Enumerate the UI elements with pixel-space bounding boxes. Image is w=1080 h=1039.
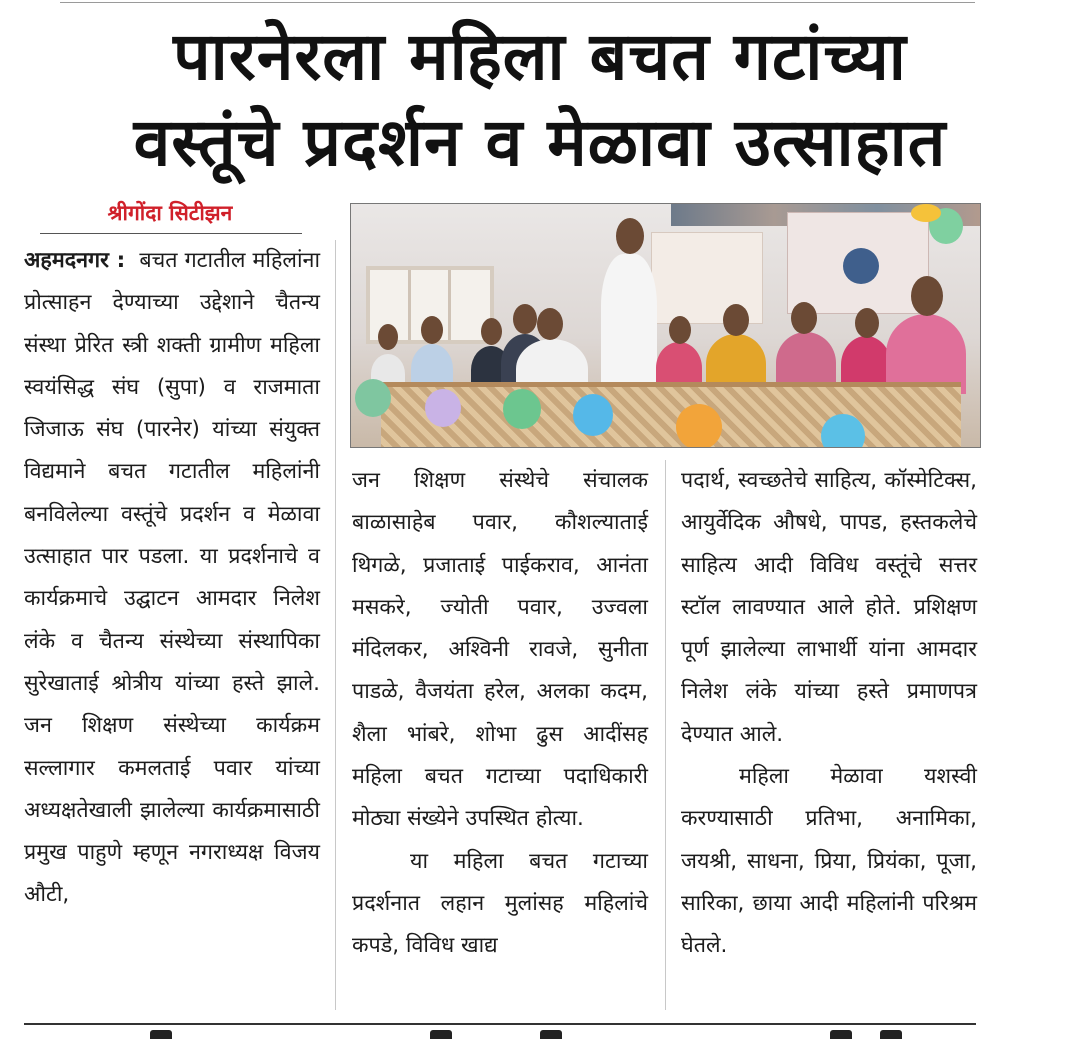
photo-speaker — [601, 254, 657, 384]
photo-balloon — [355, 379, 391, 417]
photo-balloon — [911, 204, 941, 222]
column-3-paragraph-1: पदार्थ, स्वच्छतेचे साहित्य, कॉस्मेटिक्स, आयुर्वेदिक औषधे, पापड, हस्तकलेचे साहित्य आदी विविध वस्तूंचे सत्तर स्टॉल लावण्यात आले होते. प्रशिक्षण पूर्ण झालेल्या लाभार्थी यांना आमदार निलेश लंके यांच्या हस्ते प्रमाणपत्र देण्यात आले. — [681, 468, 977, 747]
column-2-paragraph-1: जन शिक्षण संस्थेचे संचालक बाळासाहेब पवार, कौशल्याताई थिगळे, प्रजाताई पाईकराव, आनंता मसकरे, ज्योती पवार, उज्वला मंदिलकर, अश्विनी रावजे, सुनीता पाडळे, वैजयंता हरेल, अलका कदम, शैला भांबरे, शोभा ढुस आदींसह महिला बचत गटाच्या पदाधिकारी मोठ्या संख्येने उपस्थित होत्या. — [352, 468, 648, 832]
top-rule — [60, 2, 975, 3]
photo-head — [669, 316, 691, 344]
photo-banner-right — [787, 212, 929, 314]
byline-rule — [40, 233, 302, 234]
photo-balloon — [573, 394, 613, 436]
column-2-paragraph-2: या महिला बचत गटाच्या प्रदर्शनात लहान मुलांसह महिलांचे कपडे, विविध खाद्य — [352, 848, 648, 959]
photo-head — [513, 304, 537, 334]
photo-head — [481, 318, 502, 345]
dateline: अहमदनगर : — [24, 248, 126, 273]
photo-head — [421, 316, 443, 344]
photo-speaker-head — [616, 218, 644, 254]
photo-table — [381, 382, 961, 448]
photo-balloon — [503, 389, 541, 429]
column-1-text: बचत गटातील महिलांना प्रोत्साहन देण्याच्या उद्देशाने चैतन्य संस्था प्रेरित स्त्री शक्ती ग्रामीण महिला स्वयंसिद्ध संघ (सुपा) व राजमाता जिजाऊ संघ (पारनेर) यांच्या संयुक्त विद्यमाने बचत गटातील महिलांनी बनविलेल्या वस्तूंचे प्रदर्शन व मेळावा उत्साहात पार पडला. या प्रदर्शनाचे व कार्यक्रमाचे उद्घाटन आमदार निलेश लंके व चैतन्य संस्थेच्या संस्थापिका सुरेखाताई श्रोत्रीय यांच्या हस्ते झाले. जन शिक्षण संस्थेच्या कार्यक्रम सल्लागार कमलताई पवार यांच्या अध्यक्षतेखाली झालेल्या कार्यक्रमासाठी प्रमुख पाहुणे म्हणून नगराध्यक्ष विजय औटी, — [24, 248, 321, 908]
photo-head — [378, 324, 398, 350]
article-column-3 — [681, 460, 977, 968]
headline-line-2: वस्तूंचे प्रदर्शन व मेळावा उत्साहात — [133, 104, 947, 181]
photo-head — [911, 276, 943, 316]
article-column-1 — [24, 240, 320, 917]
column-divider — [335, 240, 336, 1010]
headline-line-1: पारनेरला महिला बचत गटांच्या — [173, 18, 907, 95]
photo-head — [537, 308, 563, 340]
photo-head — [855, 308, 879, 338]
photo-head — [791, 302, 817, 334]
bottom-rule — [24, 1023, 976, 1025]
photo-balloon — [425, 389, 461, 427]
event-photo — [350, 203, 981, 448]
column-divider — [665, 460, 666, 1010]
next-article-headline-fragment — [0, 1030, 1080, 1039]
column-3-paragraph-2: महिला मेळावा यशस्वी करण्यासाठी प्रतिभा, अनामिका, जयश्री, साधना, प्रिया, प्रियंका, पूजा, सारिका, छाया आदी महिलांनी परिश्रम घेतले. — [681, 764, 977, 959]
photo-head — [723, 304, 749, 336]
article-column-2 — [352, 460, 648, 968]
byline: श्रीगोंदा सिटीझन — [107, 201, 233, 225]
photo-balloon — [676, 404, 722, 448]
